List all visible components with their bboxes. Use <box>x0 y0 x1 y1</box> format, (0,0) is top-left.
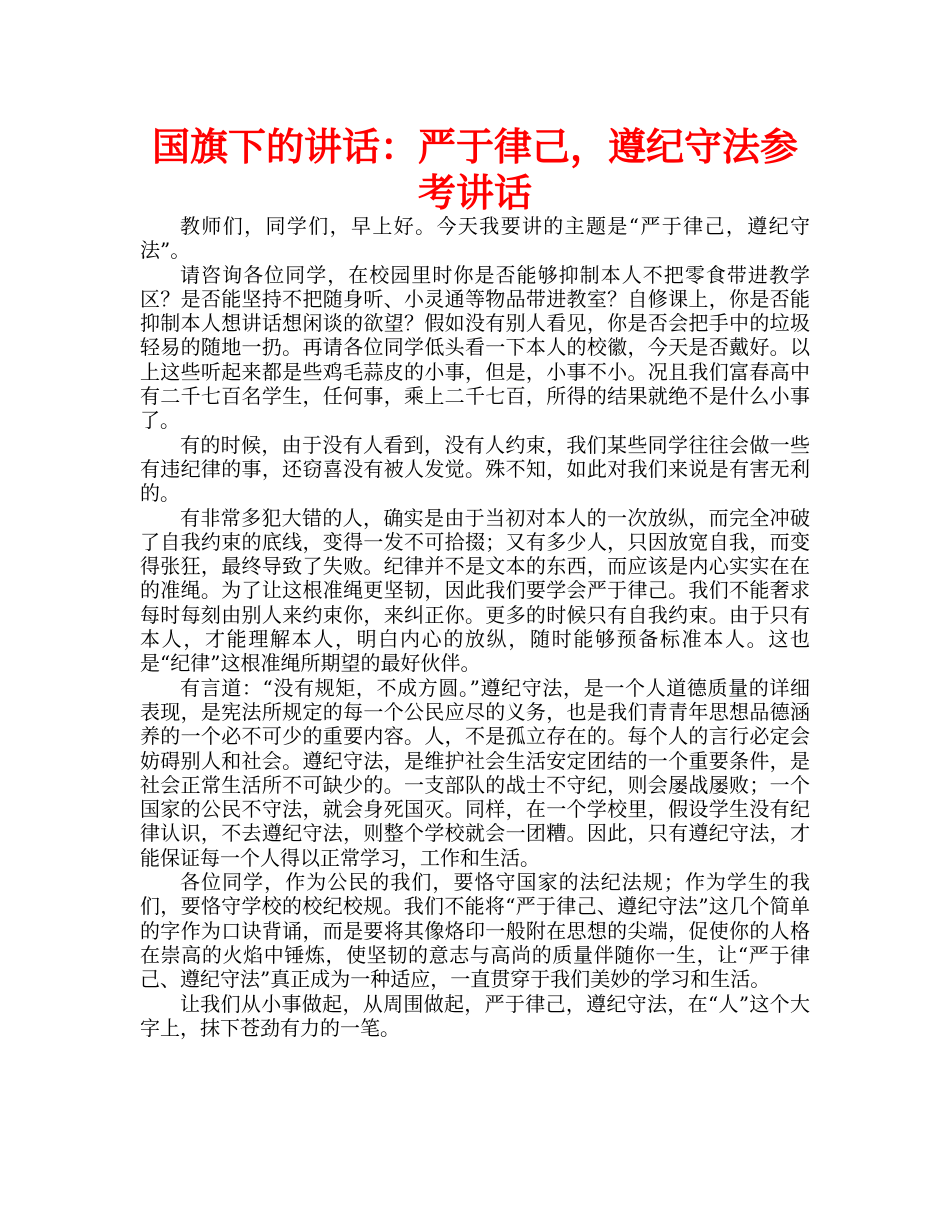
document-title: 国旗下的讲话：严于律己，遵纪守法参考讲话 <box>151 125 798 215</box>
paragraph: 各位同学，作为公民的我们，要恪守国家的法纪法规；作为学生的我们，要恪守学校的校纪校规。我们不能将“严于律己、遵纪守法”这几个简单的字作为口诀背诵，而是要将其像烙印一般附在思想的尖端，促使你的人格在崇高的火焰中锤炼，使坚韧的意志与高尚的质量伴随你一生，让“严于律己、遵纪守法”真正成为一种适应，一直贯穿于我们美妙的学习和生活。 <box>140 870 810 992</box>
paragraph: 有非常多犯大错的人，确实是由于当初对本人的一次放纵，而完全冲破了自我约束的底线，变得一发不可拾掇；又有多少人，只因放宽自我，而变得张狂，最终导致了失败。纪律并不是文本的东西，而应该是内心实实在在的准绳。为了让这根准绳更坚韧，因此我们要学会严于律己。我们不能奢求每时每刻由别人来约束你，来纠正你。更多的时候只有自我约束。由于只有本人，才能理解本人，明白内心的放纵，随时能够预备标准本人。这也是“纪律”这根准绳所期望的最好伙伴。 <box>140 505 810 676</box>
paragraph: 教师们，同学们，早上好。今天我要讲的主题是“严于律己，遵纪守法”。 <box>140 214 810 263</box>
paragraph: 有的时候，由于没有人看到，没有人约束，我们某些同学往往会做一些有违纪律的事，还窃喜没有被人发觉。殊不知，如此对我们来说是有害无利的。 <box>140 432 810 506</box>
document-body <box>140 214 810 1040</box>
paragraph: 让我们从小事做起，从周围做起，严于律己，遵纪守法，在“人”这个大字上，抹下苍劲有力的一笔。 <box>140 991 810 1040</box>
paragraph: 有言道：“没有规矩，不成方圆。”遵纪守法，是一个人道德质量的详细表现，是宪法所规定的每一个公民应尽的义务，也是我们青青年思想品德涵养的一个必不可少的重要内容。人，不是孤立存在的。每个人的言行必定会妨碍别人和社会。遵纪守法，是维护社会生活安定团结的一个重要条件，是社会正常生活所不可缺少的。一支部队的战士不守纪，则会屡战屡败；一个国家的公民不守法，就会身死国灭。同样，在一个学校里，假设学生没有纪律认识，不去遵纪守法，则整个学校就会一团糟。因此，只有遵纪守法，才能保证每一个人得以正常学习，工作和生活。 <box>140 675 810 870</box>
paragraph: 请咨询各位同学，在校园里时你是否能够抑制本人不把零食带进教学区？是否能坚持不把随身听、小灵通等物品带进教室？自修课上，你是否能抑制本人想讲话想闲谈的欲望？假如没有别人看见，你是否会把手中的垃圾轻易的随地一扔。再请各位同学低头看一下本人的校徽，今天是否戴好。以上这些听起来都是些鸡毛蒜皮的小事，但是，小事不小。况且我们富春高中有二千七百名学生，任何事，乘上二千七百，所得的结果就绝不是什么小事了。 <box>140 262 810 433</box>
